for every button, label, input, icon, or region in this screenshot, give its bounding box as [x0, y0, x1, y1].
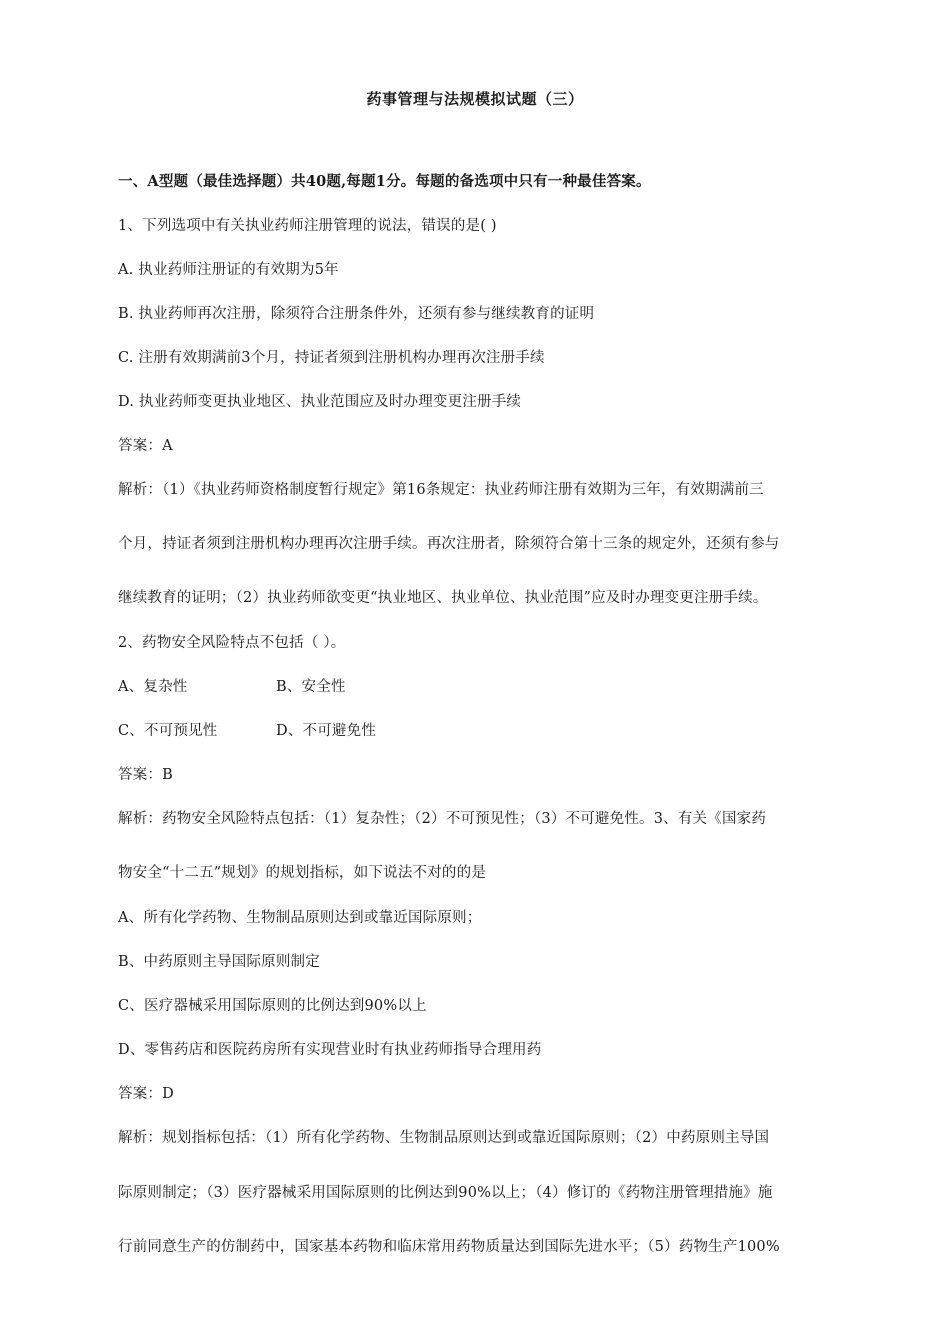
question-1-option-c: C. 注册有效期满前3个月，持证者须到注册机构办理再次注册手续 [118, 350, 545, 366]
question-3-analysis-line-1: 解析：规划指标包括：（1）所有化学药物、生物制品原则达到或靠近国际原则；（2）中药原则主导国 [118, 1130, 770, 1146]
question-2-options-row-2 [118, 719, 883, 740]
question-1-answer: 答案：A [118, 438, 173, 454]
question-2-options-row-1 [118, 675, 883, 696]
question-3-option-c: C、医疗器械采用国际原则的比例达到90%以上 [118, 998, 427, 1014]
question-2-analysis-line-2: 物安全“十二五”规划》的规划指标，如下说法不对的的是 [118, 865, 487, 881]
question-2-answer: 答案：B [118, 767, 173, 783]
question-3-option-b: B、中药原则主导国际原则制定 [118, 954, 320, 970]
question-2-option-d: D、不可避免性 [276, 723, 377, 739]
question-1-analysis-line-1: 解析：（1）《执业药师资格制度暂行规定》第16条规定：执业药师注册有效期为三年，有效期满前三 [118, 482, 764, 498]
question-2-stem: 2、药物安全风险特点不包括（ ）。 [118, 635, 346, 651]
section-heading: 一、A型题（最佳选择题）共40题,每题1分。每题的备选项中只有一种最佳答案。 [118, 173, 651, 190]
page-title: 药事管理与法规模拟试题（三） [366, 90, 584, 108]
question-1-analysis-line-3: 继续教育的证明；（2）执业药师欲变更“执业地区、执业单位、执业范围”应及时办理变更注册手续。 [118, 590, 768, 606]
question-1-analysis-line-2: 个月，持证者须到注册机构办理再次注册手续。再次注册者，除须符合第十三条的规定外，还须有参与 [118, 536, 780, 552]
question-2-analysis-line-1: 解析：药物安全风险特点包括：（1）复杂性；（2）不可预见性；（3）不可避免性。3、有关《国家药 [118, 811, 767, 827]
question-2-option-c: C、不可预见性 [118, 723, 218, 739]
question-2-option-a: A、复杂性 [118, 679, 188, 695]
question-1-stem: 1、下列选项中有关执业药师注册管理的说法，错误的是( ) [118, 218, 497, 234]
question-3-option-a: A、所有化学药物、生物制品原则达到或靠近国际原则； [118, 910, 482, 926]
question-3-analysis-line-2: 际原则制定；（3）医疗器械采用国际原则的比例达到90%以上；（4）修订的《药物注册管理措施》施 [118, 1185, 773, 1201]
question-3-option-d: D、零售药店和医院药房所有实现营业时有执业药师指导合理用药 [118, 1042, 542, 1058]
question-1-option-b: B. 执业药师再次注册，除须符合注册条件外，还须有参与继续教育的证明 [118, 306, 595, 322]
question-1-option-a: A. 执业药师注册证的有效期为5年 [118, 262, 339, 278]
question-1-option-d: D. 执业药师变更执业地区、执业范围应及时办理变更注册手续 [118, 394, 522, 410]
question-3-analysis-line-3: 行前同意生产的仿制药中，国家基本药物和临床常用药物质量达到国际先进水平；（5）药物生产100% [118, 1239, 780, 1255]
question-3-answer: 答案：D [118, 1086, 174, 1102]
question-2-option-b: B、安全性 [276, 679, 346, 695]
